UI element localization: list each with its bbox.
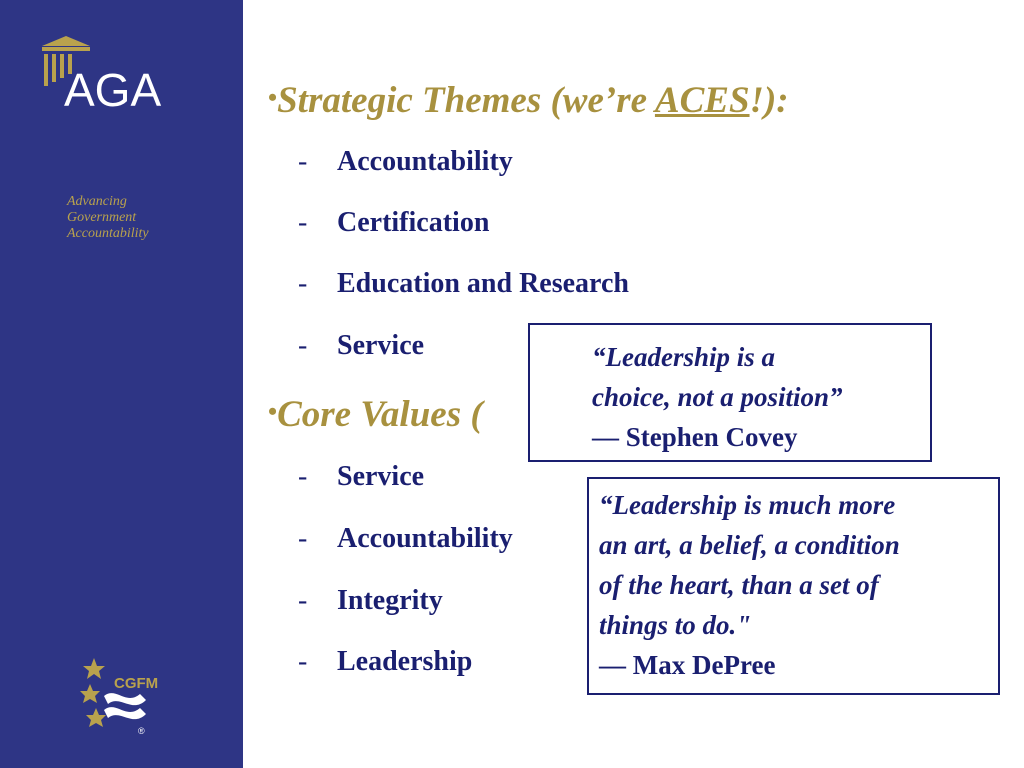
strategic-item-label: Service xyxy=(337,330,425,361)
aga-logo-text: AGA xyxy=(64,64,162,114)
tagline-line: Government xyxy=(67,210,137,225)
sidebar xyxy=(0,0,243,768)
dash: - xyxy=(298,646,308,677)
strategic-item xyxy=(298,268,629,300)
dash: - xyxy=(298,207,308,238)
aces-emphasis: ACES xyxy=(654,80,750,121)
bullet: • xyxy=(268,83,278,112)
quote-box-depree xyxy=(587,477,1000,695)
dash: - xyxy=(298,330,308,361)
strategic-item xyxy=(298,146,513,178)
registered-mark: ® xyxy=(138,726,145,736)
core-item xyxy=(298,585,443,617)
quote-author: — Max DePree xyxy=(599,650,776,680)
quote-box-covey xyxy=(528,323,932,462)
cgfm-badge xyxy=(80,656,160,736)
quote-line: things to do." xyxy=(599,610,752,640)
tagline xyxy=(67,194,149,242)
aga-logo xyxy=(38,34,198,114)
heading-suffix: !): xyxy=(749,80,789,121)
strategic-item-label: Education and Research xyxy=(337,268,629,299)
quote-line: of the heart, than a set of xyxy=(599,570,879,600)
strategic-item-label: Certification xyxy=(337,207,490,238)
core-item xyxy=(298,461,424,493)
quote-line: an art, a belief, a condition xyxy=(599,530,900,560)
core-item-label: Accountability xyxy=(337,523,513,554)
dash: - xyxy=(298,461,308,492)
quote-line: “Leadership is a xyxy=(592,342,776,372)
heading-prefix: Strategic Themes (we’re xyxy=(277,80,655,121)
core-values-title: Core Values ( xyxy=(277,394,483,435)
quote-line: “Leadership is much more xyxy=(599,490,896,520)
core-item xyxy=(298,646,472,678)
strategic-item xyxy=(298,330,424,362)
tagline-line: Advancing xyxy=(67,194,127,209)
dash: - xyxy=(298,585,308,616)
core-item-label: Service xyxy=(337,461,425,492)
strategic-item xyxy=(298,207,489,239)
bullet: • xyxy=(268,397,278,426)
dash: - xyxy=(298,268,308,299)
strategic-themes-heading xyxy=(268,78,789,121)
dash: - xyxy=(298,523,308,554)
core-item xyxy=(298,523,513,555)
cgfm-text: CGFM xyxy=(114,675,159,692)
quote-line: choice, not a position” xyxy=(592,382,843,412)
core-values-heading xyxy=(268,392,483,435)
core-item-label: Integrity xyxy=(337,585,443,616)
quote-author: — Stephen Covey xyxy=(592,422,798,452)
strategic-item-label: Accountability xyxy=(337,146,513,177)
tagline-line: Accountability xyxy=(67,226,149,241)
dash: - xyxy=(298,146,308,177)
core-item-label: Leadership xyxy=(337,646,473,677)
